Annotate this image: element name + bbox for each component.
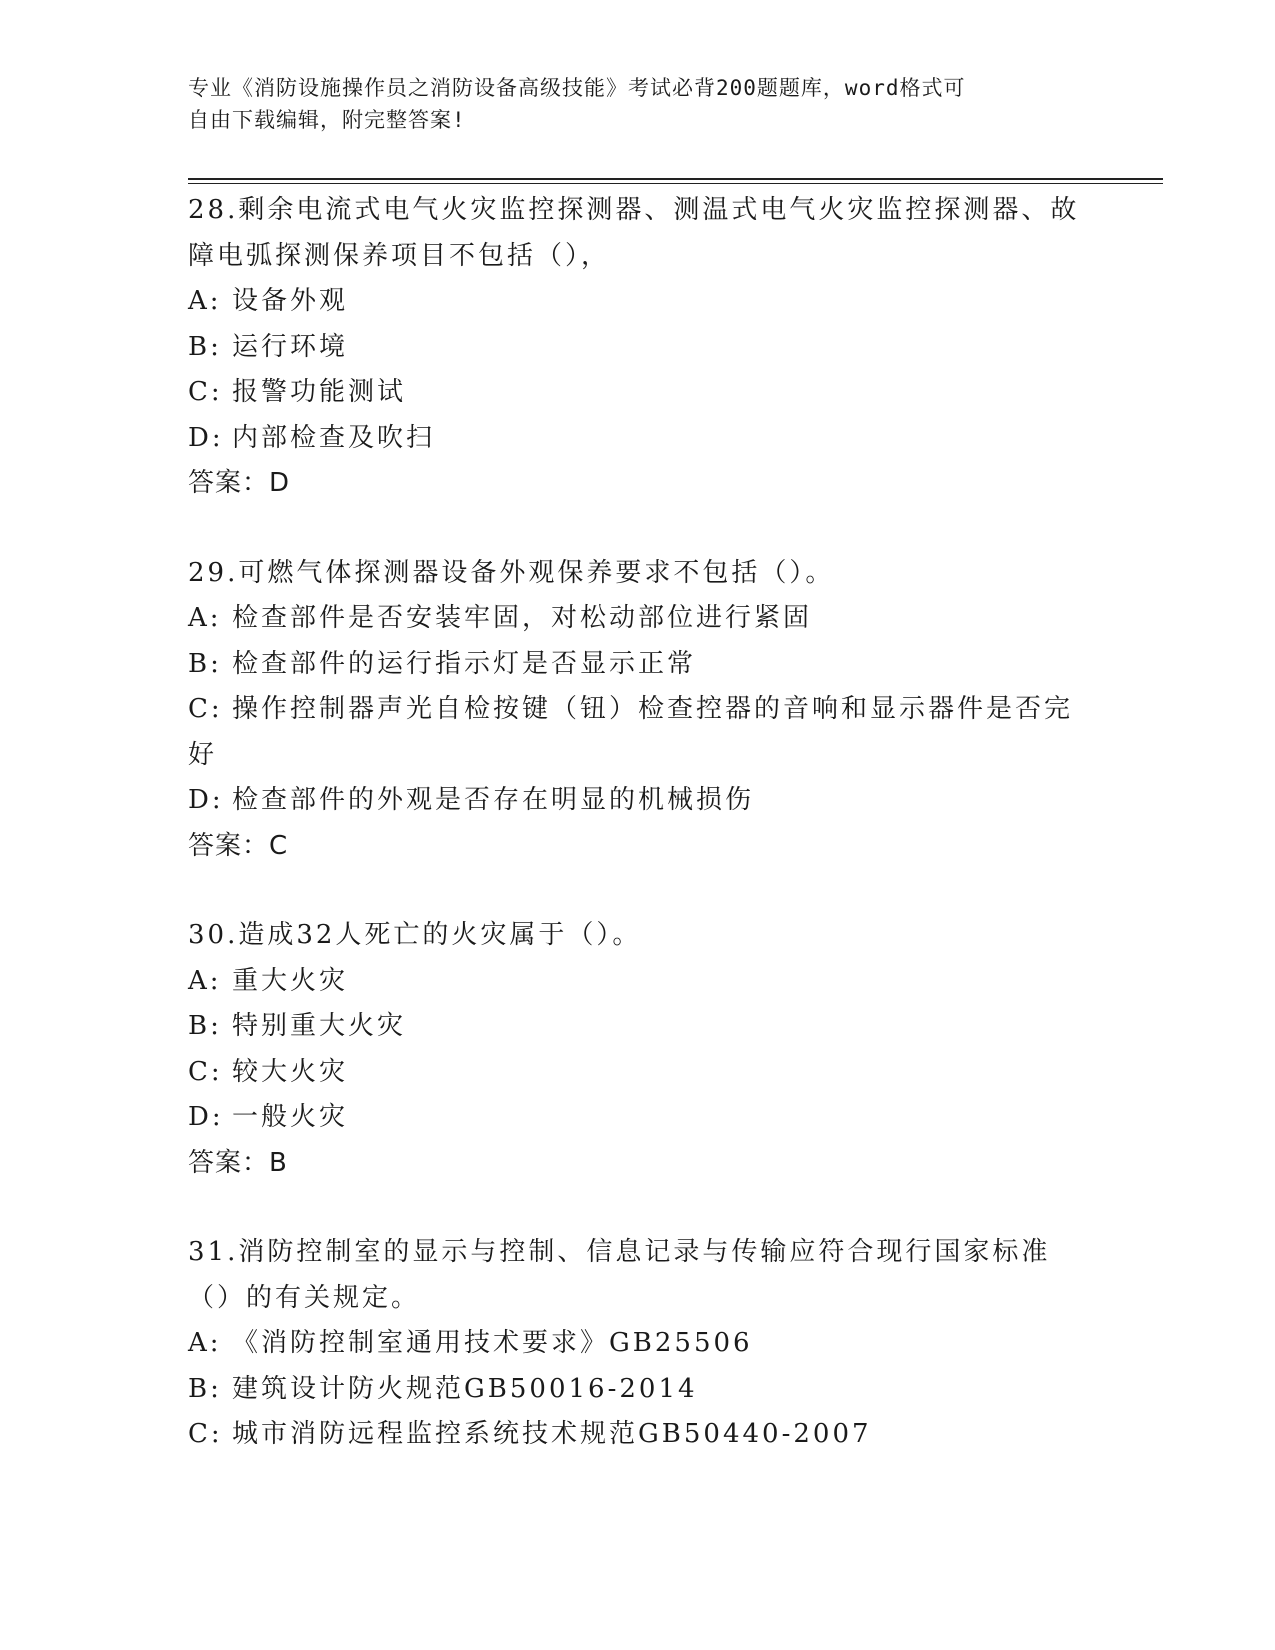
option-c — [188, 370, 1088, 416]
option-c — [188, 1412, 1088, 1458]
header-divider — [188, 178, 1163, 184]
option-text: 特别重大火灾 — [232, 1011, 407, 1041]
option-text: 检查部件的外观是否存在明显的机械损伤 — [232, 785, 755, 815]
option-key: A: — [188, 603, 222, 633]
option-key: D: — [188, 422, 224, 453]
option-key: C: — [188, 1056, 223, 1087]
option-text: 操作控制器声光自检按键（钮）检查控器的音响和显示器件是否完好 — [188, 694, 1074, 770]
option-key: B: — [188, 1373, 222, 1404]
option-b — [188, 1004, 1088, 1050]
option-c — [188, 687, 1088, 778]
option-key: C: — [188, 1419, 223, 1449]
answer-label: 答案：C — [188, 830, 289, 861]
option-text: 设备外观 — [232, 286, 349, 316]
option-key: D: — [188, 1102, 224, 1132]
option-text: 检查部件是否安装牢固，对松动部位进行紧固 — [232, 603, 813, 633]
page-header — [188, 72, 1068, 136]
question-list — [188, 188, 1088, 1458]
option-b — [188, 1367, 1088, 1413]
question-28 — [188, 188, 1088, 507]
option-d — [188, 416, 1088, 462]
question-30 — [188, 913, 1088, 1186]
header-line-1: 专业《消防设施操作员之消防设备高级技能》考试必背200题题库，word格式可 — [188, 76, 966, 100]
option-text: 较大火灾 — [232, 1056, 349, 1087]
option-a — [188, 279, 1088, 325]
option-b — [188, 642, 1088, 688]
option-text: 重大火灾 — [232, 965, 349, 996]
option-d — [188, 1095, 1088, 1141]
option-text: 建筑设计防火规范GB50016-2014 — [232, 1373, 698, 1404]
answer-label: 答案：B — [188, 1147, 288, 1178]
option-key: D: — [188, 785, 224, 815]
option-key: B: — [188, 1011, 222, 1041]
option-text: 检查部件的运行指示灯是否显示正常 — [232, 648, 697, 679]
option-key: B: — [188, 648, 222, 679]
option-key: C: — [188, 694, 223, 724]
option-d — [188, 778, 1088, 824]
header-line-2: 自由下载编辑，附完整答案! — [188, 108, 466, 132]
option-key: C: — [188, 377, 223, 407]
question-stem: 28.剩余电流式电气火灾监控探测器、测温式电气火灾监控探测器、故障电弧探测保养项目不包括（）， — [188, 195, 1080, 271]
option-text: 运行环境 — [232, 331, 349, 362]
option-key: A: — [188, 965, 222, 996]
question-stem: 29.可燃气体探测器设备外观保养要求不包括（）。 — [188, 557, 835, 588]
option-key: A: — [188, 1328, 222, 1358]
answer-label: 答案：D — [188, 468, 291, 498]
option-a — [188, 1321, 1088, 1367]
question-31 — [188, 1230, 1088, 1458]
option-a — [188, 959, 1088, 1005]
option-text: 一般火灾 — [232, 1102, 349, 1132]
option-key: A: — [188, 286, 222, 316]
question-stem: 31.消防控制室的显示与控制、信息记录与传输应符合现行国家标准（）的有关规定。 — [188, 1237, 1051, 1313]
option-text: 城市消防远程监控系统技术规范GB50440-2007 — [232, 1419, 872, 1449]
option-text: 报警功能测试 — [232, 377, 407, 407]
question-stem: 30.造成32人死亡的火灾属于（）。 — [188, 920, 642, 950]
question-29 — [188, 551, 1088, 870]
option-text: 内部检查及吹扫 — [232, 422, 436, 453]
option-a — [188, 596, 1088, 642]
option-c — [188, 1050, 1088, 1096]
option-b — [188, 325, 1088, 371]
option-key: B: — [188, 331, 222, 362]
option-text: 《消防控制室通用技术要求》GB25506 — [232, 1328, 753, 1358]
